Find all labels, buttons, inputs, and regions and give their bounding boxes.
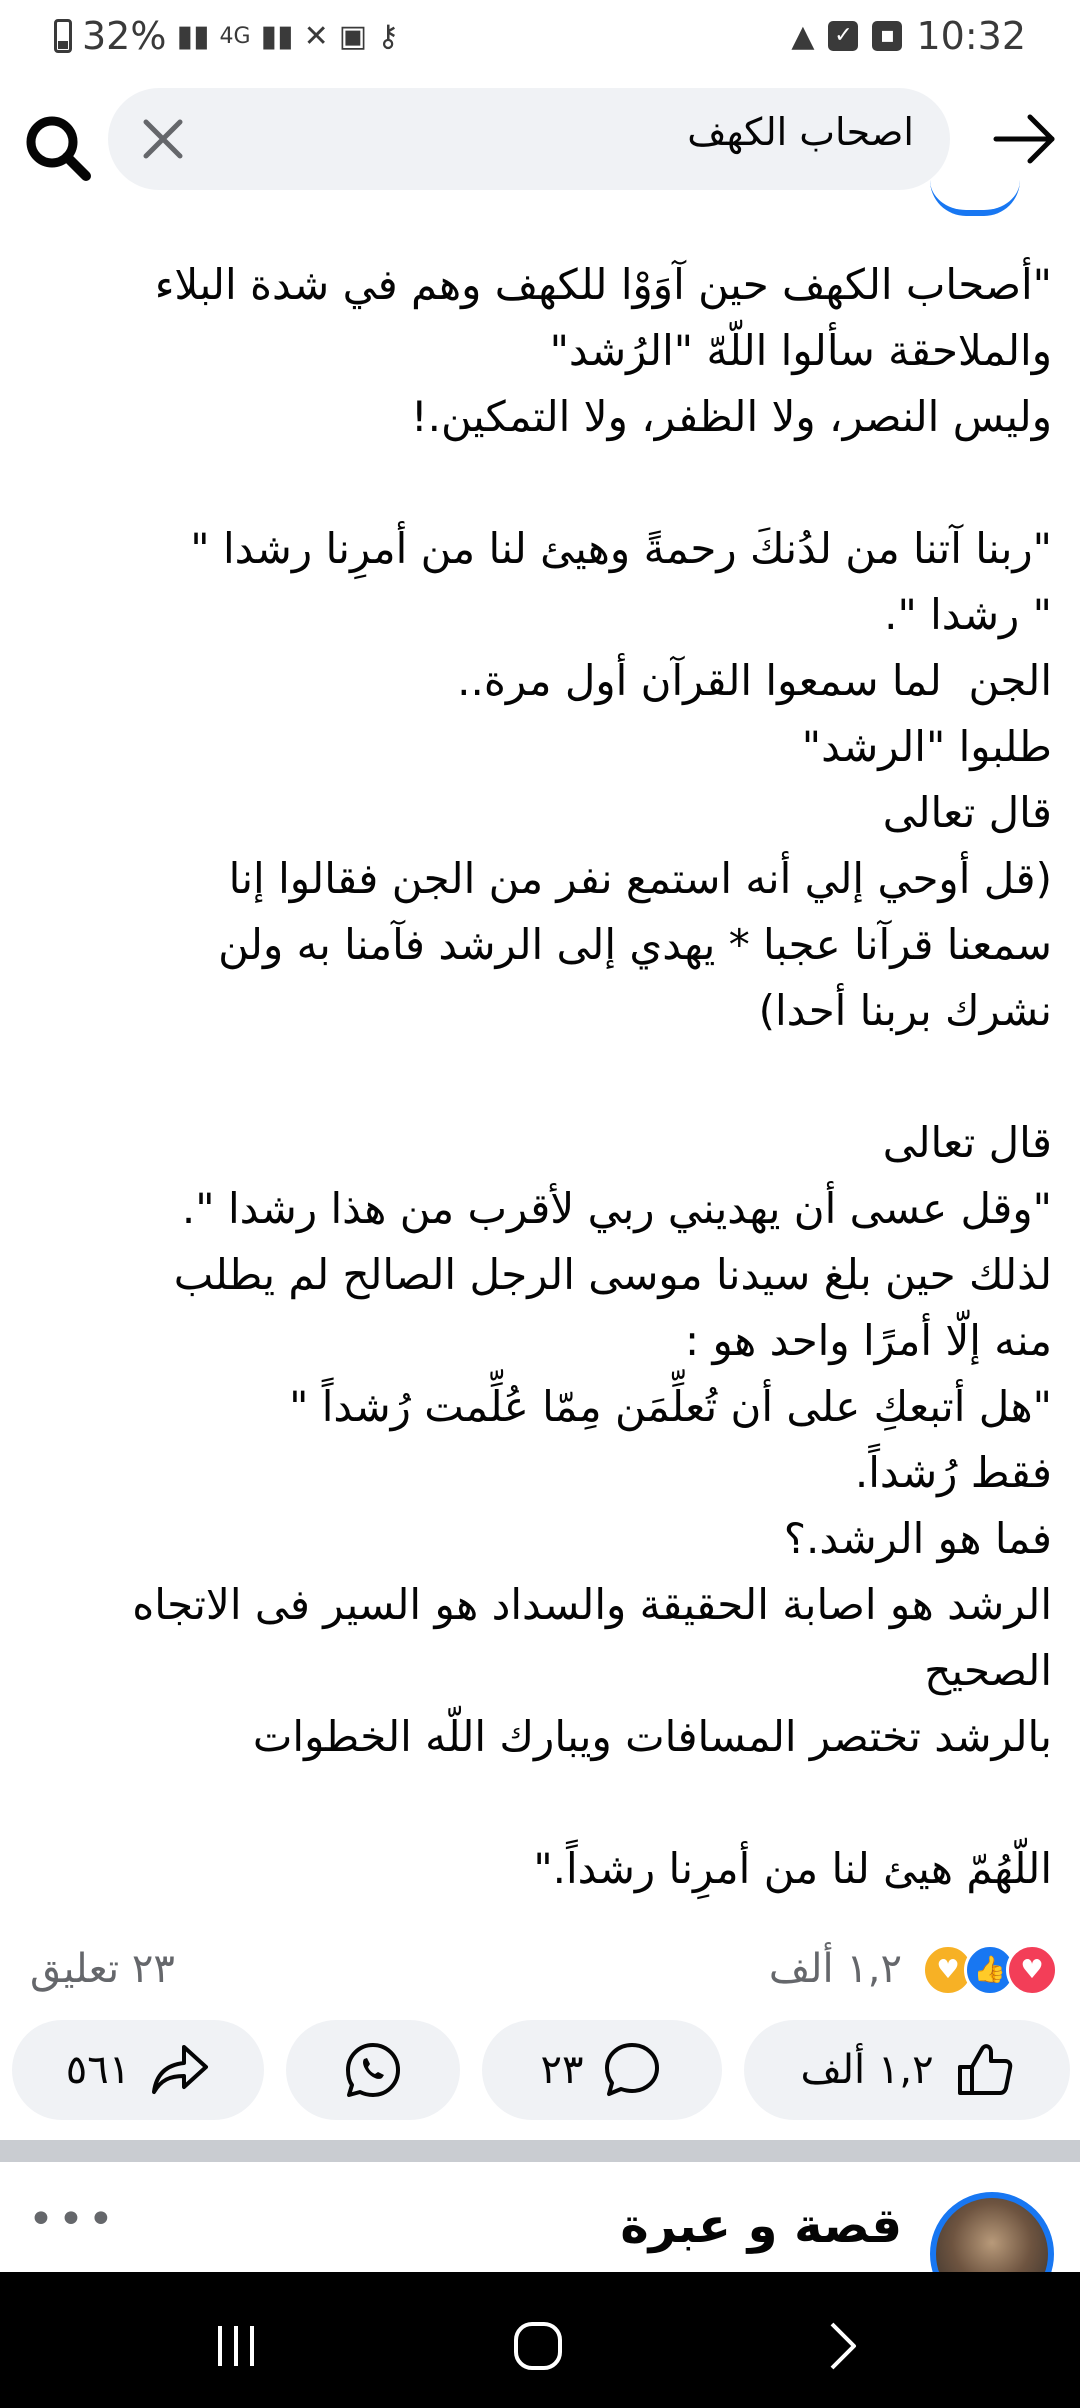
- close-icon[interactable]: [136, 112, 190, 166]
- care-icon: ♥: [922, 1944, 974, 1996]
- reaction-icons: [932, 1944, 1058, 1996]
- comment-button[interactable]: [482, 2020, 722, 2120]
- share-button[interactable]: [12, 2020, 264, 2120]
- author-avatar-edge: [930, 180, 1020, 216]
- comment-icon: [601, 2039, 663, 2101]
- clock: 10:32: [916, 14, 1026, 58]
- recent-apps-icon[interactable]: [206, 2316, 266, 2376]
- like-button[interactable]: [744, 2020, 1070, 2120]
- post-text: "أصحاب الكهف حين آوَوْا للكهف وهم في شدة البلاء والملاحقة سألوا اللّهّ "الرُشد" وليس النصر، ولا الظفر، ولا التمكين.! "ربنا آتنا من لدُنكَ رحمةً وهيئ لنا من أمرِنا رشدا " " رشدا ". الجن لما سمعوا القرآن أول مرة.. طلبوا "الرشد" قال تعالى (قل أوحي إلي أنه استمع نفر من الجن فقالوا إنا سمعنا قرآنا عجبا * يهدي إلى الرشد فآمنا به ولن نشرك بربنا أحدا) قال تعالى "وقل عسى أن يهديني ربي لأقرب من هذا رشدا ". لذلك حين بلغ سيدنا موسى الرجل الصالح لم يطلب منه إلّا أمرًا واحد هو : "هل أتبعكِ على أن تُعلِّمَن مِمّا عُلِّمت رُشداً " فقط رُشداً. فما هو الرشد.؟ الرشد هو اصابة الحقيقة والسداد هو السير فى الاتجاه الصحيح بالرشد تختصر المسافات ويبارك اللّه الخطوات اللّهُمّ هيئ لنا من أمرِنا رشداً.": [132, 260, 1052, 1893]
- post-actions: [0, 2020, 1080, 2120]
- search-query[interactable]: اصحاب الكهف: [687, 110, 914, 154]
- whatsapp-icon: [342, 2039, 404, 2101]
- like-count: ١,٢ ألف: [800, 2047, 934, 2093]
- search-icon[interactable]: [22, 112, 94, 184]
- back-arrow-icon[interactable]: [990, 104, 1060, 174]
- key-icon: ⚷: [377, 18, 400, 54]
- like-icon: 👍: [964, 1944, 1016, 1996]
- share-count: ٥٦١: [65, 2047, 131, 2093]
- status-bar: [0, 0, 1080, 72]
- home-icon[interactable]: [508, 2316, 568, 2376]
- network-type: 4G: [219, 23, 251, 49]
- comment-action-count: ٢٣: [540, 2047, 584, 2093]
- page-name[interactable]: قصة و عبرة: [620, 2198, 902, 2254]
- search-header: [0, 72, 1080, 202]
- next-post-header: [0, 2162, 1080, 2272]
- status-right: [791, 14, 1026, 58]
- reaction-count[interactable]: ١,٢ ألف: [768, 1946, 902, 1992]
- love-icon: ♥: [1006, 1944, 1058, 1996]
- battery-level: 32%: [82, 14, 167, 58]
- image-icon: ▪: [872, 21, 902, 51]
- whatsapp-share-button[interactable]: [286, 2020, 460, 2120]
- battery-icon: [54, 19, 72, 53]
- search-input[interactable]: [108, 88, 950, 190]
- checkbox-icon: ✓: [828, 21, 858, 51]
- navigation-bar: [0, 2272, 1080, 2408]
- status-left: [54, 14, 399, 58]
- signal-icon-2: ▮▮: [260, 18, 294, 54]
- comment-count[interactable]: ٢٣ تعليق: [30, 1946, 175, 1992]
- thumbs-up-icon: [952, 2039, 1014, 2101]
- mute-icon: ✕: [303, 18, 329, 54]
- warning-icon: ▲: [791, 18, 815, 54]
- more-options-icon[interactable]: •••: [28, 2194, 118, 2245]
- back-icon[interactable]: [812, 2316, 872, 2376]
- feed-divider: [0, 2140, 1080, 2162]
- lock-icon: ▣: [338, 18, 368, 54]
- signal-icon: ▮▮: [176, 18, 210, 54]
- share-icon: [148, 2039, 210, 2101]
- reactions-summary[interactable]: [0, 1940, 1080, 2010]
